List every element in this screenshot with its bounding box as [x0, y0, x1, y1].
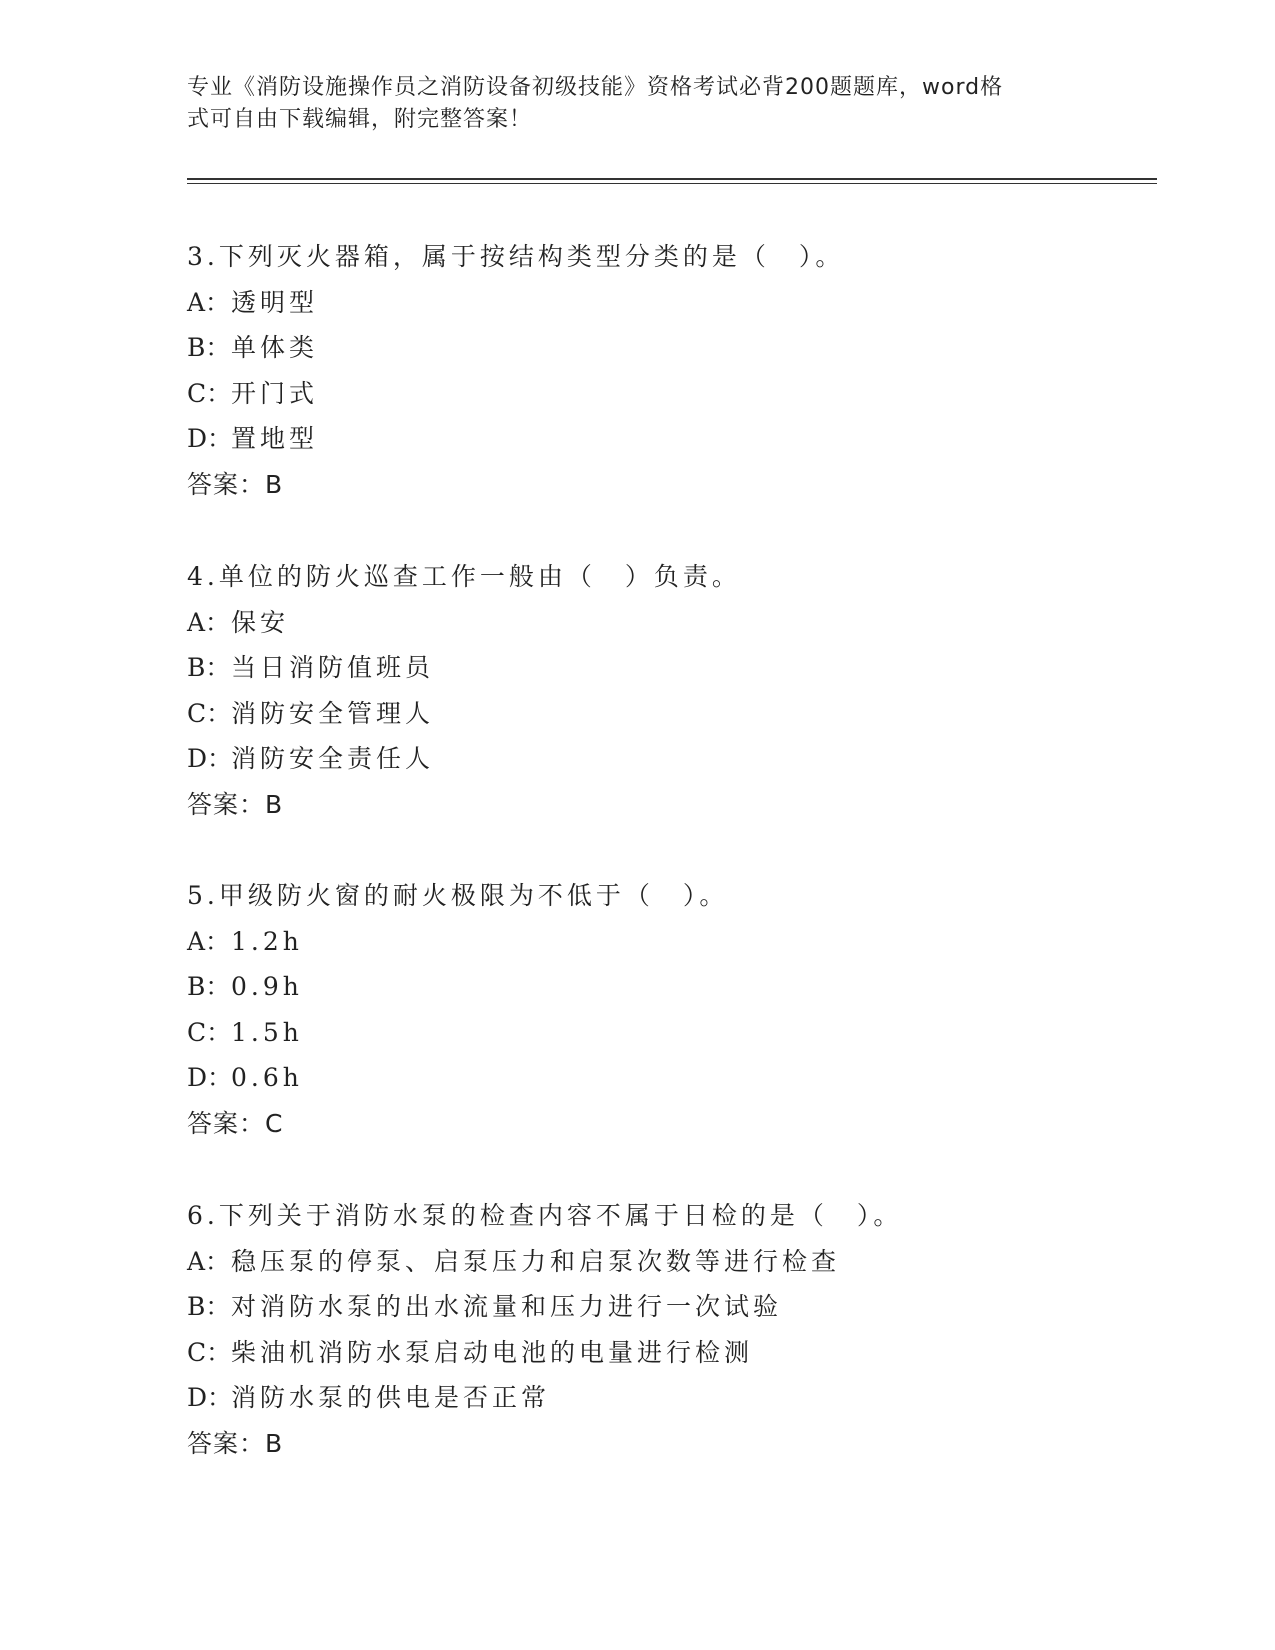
option-a [187, 280, 1147, 326]
question-3 [187, 234, 1147, 507]
option-text: 开门式 [231, 378, 319, 408]
option-text: 稳压泵的停泵、启泵压力和启泵次数等进行检查 [231, 1246, 841, 1276]
question-stem: 5.甲级防火窗的耐火极限为不低于（ ）。 [187, 881, 729, 910]
option-key: D： [187, 1383, 233, 1412]
option-key: C： [187, 1017, 232, 1047]
option-text: 消防安全管理人 [231, 698, 435, 728]
option-key: B： [187, 333, 231, 362]
document-header [187, 72, 1067, 136]
option-text: 柴油机消防水泵启动电池的电量进行检测 [231, 1337, 754, 1367]
option-b [187, 964, 1147, 1010]
question-stem: 3.下列灭火器箱，属于按结构类型分类的是（ ）。 [187, 242, 845, 271]
option-key: B： [187, 1292, 231, 1321]
header-line-1: 专业《消防设施操作员之消防设备初级技能》资格考试必背200题题库，word格 [187, 75, 1004, 100]
option-text: 保安 [231, 607, 290, 637]
option-d [187, 1375, 1147, 1421]
option-c [187, 1010, 1147, 1056]
question-5 [187, 873, 1147, 1146]
option-text: 1.2h [231, 926, 303, 956]
option-a [187, 1239, 1147, 1285]
answer-line: 答案：B [187, 789, 284, 819]
question-6 [187, 1193, 1147, 1466]
option-key: C： [187, 1337, 232, 1367]
answer-line: 答案：B [187, 469, 284, 499]
option-key: D： [187, 424, 233, 453]
header-line-2: 式可自由下载编辑，附完整答案！ [187, 107, 533, 132]
option-c [187, 371, 1147, 417]
option-text: 单体类 [231, 333, 319, 362]
option-key: A： [187, 607, 231, 637]
option-c [187, 1330, 1147, 1376]
option-text: 对消防水泵的出水流量和压力进行一次试验 [231, 1292, 783, 1321]
option-b [187, 645, 1147, 691]
option-key: B： [187, 972, 231, 1001]
header-divider-top [187, 178, 1157, 180]
option-d [187, 1055, 1147, 1101]
option-text: 消防水泵的供电是否正常 [231, 1383, 551, 1412]
option-key: A： [187, 926, 231, 956]
header-divider-bottom [187, 183, 1157, 184]
question-stem: 6.下列关于消防水泵的检查内容不属于日检的是（ ）。 [187, 1201, 903, 1230]
option-text: 消防安全责任人 [231, 744, 435, 773]
option-key: A： [187, 287, 231, 317]
option-b [187, 325, 1147, 371]
option-key: A： [187, 1246, 231, 1276]
option-text: 0.9h [231, 972, 303, 1001]
option-d [187, 416, 1147, 462]
option-key: B： [187, 653, 231, 682]
option-key: D： [187, 1063, 233, 1092]
option-a [187, 600, 1147, 646]
answer-line: 答案：C [187, 1108, 284, 1138]
option-a [187, 919, 1147, 965]
option-text: 透明型 [231, 287, 319, 317]
question-4 [187, 554, 1147, 827]
question-stem: 4.单位的防火巡查工作一般由（ ）负责。 [187, 562, 741, 591]
option-text: 1.5h [231, 1017, 303, 1047]
option-b [187, 1284, 1147, 1330]
option-text: 当日消防值班员 [231, 653, 435, 682]
answer-line: 答案：B [187, 1428, 284, 1458]
option-key: D： [187, 744, 233, 773]
option-key: C： [187, 698, 232, 728]
option-text: 置地型 [231, 424, 319, 453]
option-d [187, 736, 1147, 782]
option-key: C： [187, 378, 232, 408]
option-text: 0.6h [231, 1063, 303, 1092]
option-c [187, 691, 1147, 737]
